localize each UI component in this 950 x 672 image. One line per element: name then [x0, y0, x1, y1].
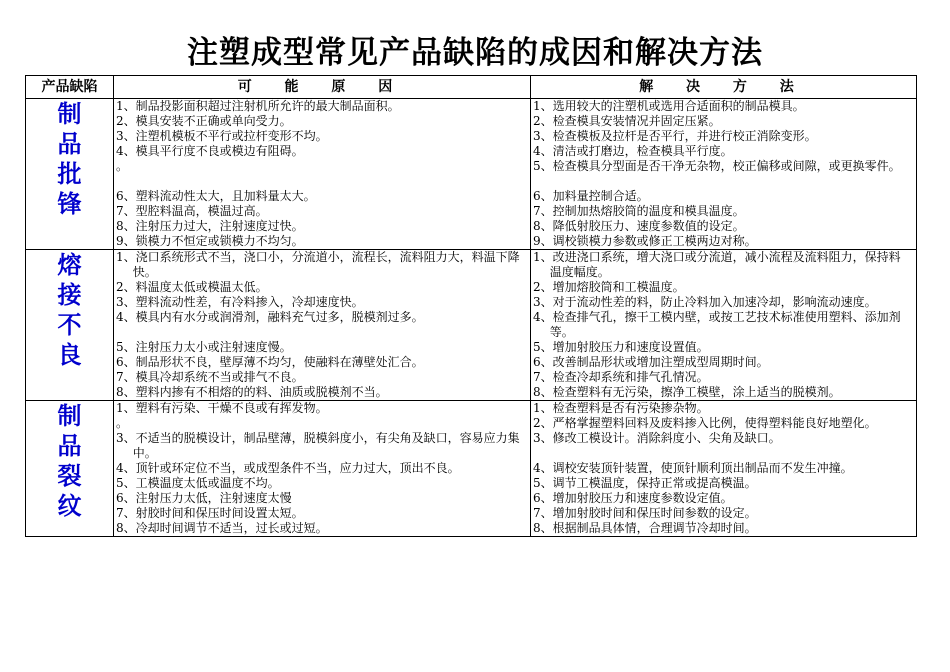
cause-item: 3、不适当的脱模设计，制品壁薄，脱模斜度小，有尖角及缺口，容易应力集中。: [116, 431, 520, 460]
cause-item: 5、注射压力太小或注射速度慢。: [116, 340, 292, 354]
solution-cell: [531, 250, 917, 401]
solution-item: 2、严格掌握塑料回料及废料掺入比例，使得塑料能良好地塑化。: [533, 416, 877, 430]
defect-char: 良: [57, 341, 82, 369]
solution-item: 6、改善制品形状或增加注塑成型周期时间。: [533, 355, 769, 369]
solution-item: 6、加料量控制合适。: [533, 189, 649, 203]
defect-char: 品: [57, 130, 82, 158]
cause-cell: [114, 250, 531, 401]
cause-item: 4、顶针或环定位不当，或成型条件不当，应力过大，顶出不良。: [116, 461, 460, 475]
header-defect: 产品缺陷: [26, 76, 114, 99]
solution-item: 4、检查排气孔，擦干工模内壁，或按工艺技术标准使用塑料、添加剂等。: [533, 310, 901, 339]
cause-item: 7、射胶时间和保压时间设置太短。: [116, 506, 304, 520]
solution-item: 7、增加射胶时间和保压时间参数的设定。: [533, 506, 757, 520]
page-title: 注塑成型常见产品缺陷的成因和解决方法: [187, 35, 763, 71]
cause-item: 4、模具平行度不良或模边有阻碍。: [116, 144, 304, 158]
defect-table: [25, 75, 917, 537]
cause-item: 8、塑料内掺有不相熔的的料、油质或脱模剂不当。: [116, 385, 388, 399]
solution-cell: [531, 99, 917, 250]
table-header-row: [26, 76, 917, 99]
defect-cell: [26, 250, 114, 401]
table-row: [26, 401, 917, 537]
cause-item: 6、注射压力太低，注射速度太慢: [116, 491, 292, 505]
cause-item: 3、塑料流动性差，有冷料掺入，冷却速度快。: [116, 295, 364, 309]
solution-item: 3、对于流动性差的料，防止冷料加入加速冷却，影响流动速度。: [533, 295, 877, 309]
cause-item: 6、塑料流动性太大，且加料量太大。: [116, 189, 316, 203]
header-solution: 解 决 方 法: [531, 76, 917, 99]
cause-item: 7、型腔料温高，模温过高。: [116, 204, 268, 218]
cause-item: 。: [116, 416, 129, 430]
cause-item: 2、模具安装不正确或单向受力。: [116, 114, 292, 128]
solution-item: 5、调节工模温度，保持正常或提高模温。: [533, 476, 757, 490]
defect-char: 制: [57, 100, 82, 128]
solution-item: 9、调校锁模力参数或修正工模两边对称。: [533, 234, 757, 248]
solution-item: 5、增加射胶压力和速度设置值。: [533, 340, 709, 354]
defect-char: 锋: [57, 190, 82, 218]
solution-item: 1、检查塑料是否有污染掺杂物。: [533, 401, 709, 415]
cause-item: 1、制品投影面积超过注射机所允许的最大制品面积。: [116, 99, 400, 113]
cause-item: 。: [116, 159, 129, 173]
defect-char: 纹: [57, 492, 82, 520]
cause-item: 7、模具冷却系统不当或排气不良。: [116, 370, 304, 384]
solution-cell: [531, 401, 917, 537]
defect-char: 制: [57, 402, 82, 430]
cause-item: 3、注塑机模板不平行或拉杆变形不均。: [116, 129, 328, 143]
solution-item: 8、根据制品具体情，合理调节冷却时间。: [533, 521, 757, 535]
defect-char: 接: [57, 281, 82, 309]
solution-item: 5、检查模具分型面是否干净无杂物，校正偏移或间隙，或更换零件。: [533, 159, 901, 173]
solution-item: 8、降低射胶压力、速度参数值的设定。: [533, 219, 745, 233]
defect-char: 批: [57, 160, 82, 188]
defect-cell: [26, 401, 114, 537]
defect-char: 裂: [57, 462, 82, 490]
cause-item: 5、工模温度太低或温度不均。: [116, 476, 280, 490]
cause-item: 1、浇口系统形式不当，浇口小，分流道小，流程长，流料阻力大，料温下降快。: [116, 250, 520, 279]
solution-item: 7、控制加热熔胶筒的温度和模具温度。: [533, 204, 745, 218]
header-cause: 可 能 原 因: [114, 76, 531, 99]
cause-item: 9、锁模力不恒定或锁模力不均匀。: [116, 234, 304, 248]
defect-char: 不: [57, 311, 82, 339]
solution-item: 3、检查模板及拉杆是否平行，并进行校正消除变形。: [533, 129, 817, 143]
table-row: [26, 250, 917, 401]
cause-item: 8、注射压力过大，注射速度过快。: [116, 219, 304, 233]
cause-item: 8、冷却时间调节不适当，过长或过短。: [116, 521, 328, 535]
solution-item: 1、改进浇口系统，增大浇口或分流道，减小流程及流料阻力，保持料温度幅度。: [533, 250, 901, 279]
solution-item: 7、检查冷却系统和排气孔情况。: [533, 370, 709, 384]
solution-item: 4、调校安装顶针装置，使顶针顺利顶出制品而不发生冲撞。: [533, 461, 853, 475]
solution-item: 6、增加射胶压力和速度参数设定值。: [533, 491, 733, 505]
defect-char: 熔: [57, 251, 82, 279]
cause-item: 2、料温度太低或模温太低。: [116, 280, 268, 294]
solution-item: 4、清洁或打磨边，检查模具平行度。: [533, 144, 733, 158]
defect-char: 品: [57, 432, 82, 460]
solution-item: 3、修改工模设计。消除斜度小、尖角及缺口。: [533, 431, 781, 445]
cause-item: 6、制品形状不良，壁厚薄不均匀，使融料在薄壁处汇合。: [116, 355, 424, 369]
solution-item: 2、检查模具安装情况并固定压紧。: [533, 114, 721, 128]
table-row: [26, 99, 917, 250]
solution-item: 8、检查塑料有无污染，擦净工模壁，涂上适当的脱模剂。: [533, 385, 841, 399]
cause-cell: [114, 401, 531, 537]
cause-cell: [114, 99, 531, 250]
defect-cell: [26, 99, 114, 250]
solution-item: 2、增加熔胶筒和工模温度。: [533, 280, 685, 294]
cause-item: 1、塑料有污染、干燥不良或有挥发物。: [116, 401, 328, 415]
cause-item: 4、模具内有水分或润滑剂，融料充气过多，脱模剂过多。: [116, 310, 424, 324]
solution-item: 1、选用较大的注塑机或选用合适面积的制品模具。: [533, 99, 805, 113]
